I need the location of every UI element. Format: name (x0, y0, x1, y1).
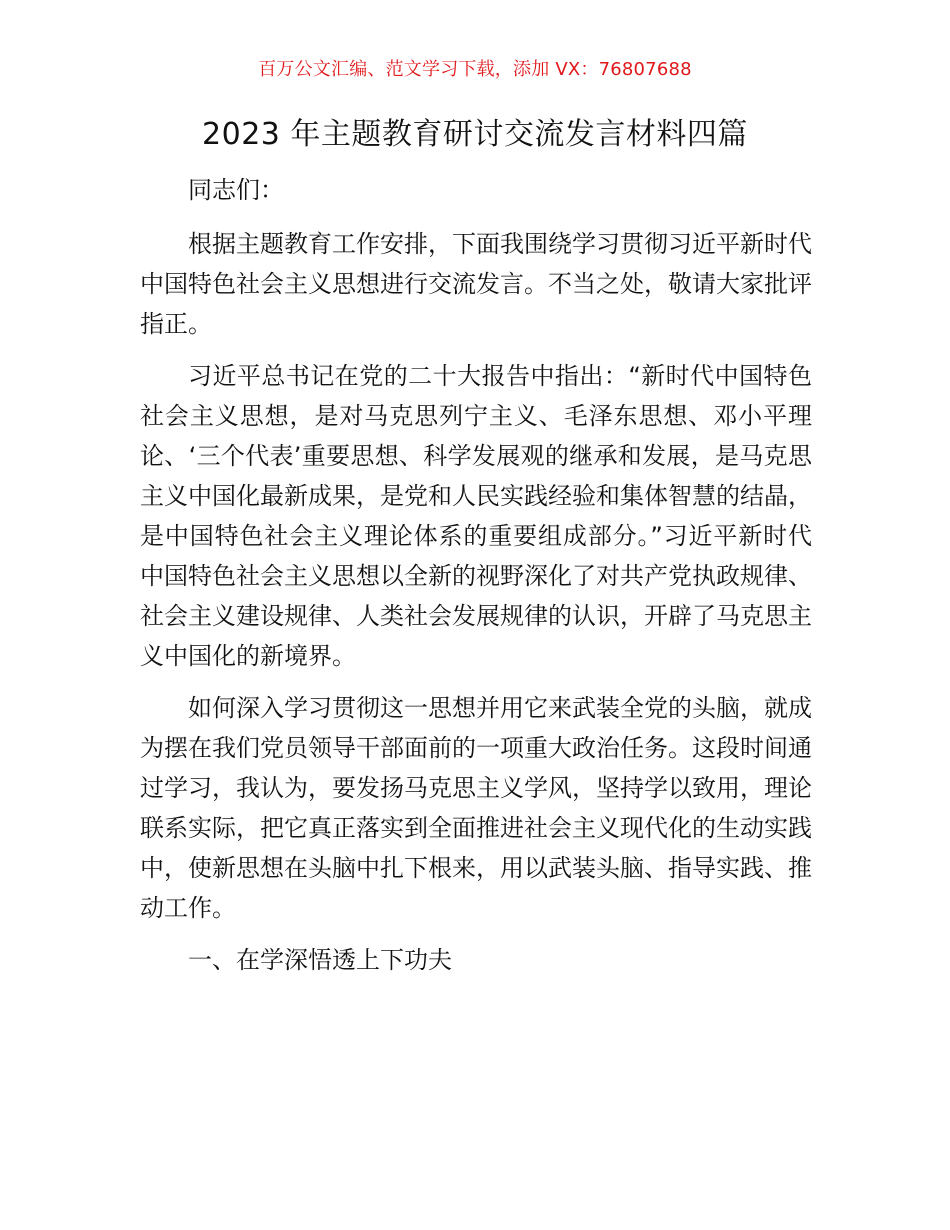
paragraph-3: 如何深入学习贯彻这一思想并用它来武装全党的头脑，就成为摆在我们党员领导干部面前的一项重大政治任务。这段时间通过学习，我认为，要发扬马克思主义学风，坚持学以致用，理论联系实际，把它真正落实到全面推进社会主义现代化的生动实践中，使新思想在头脑中扎下根来，用以武装头脑、指导实践、推动工作。 (140, 694, 812, 922)
section-heading: 一、在学深悟透上下功夫 (188, 946, 452, 974)
paragraph-2: 习近平总书记在党的二十大报告中指出：“新时代中国特色社会主义思想，是对马克思列宁主义、毛泽东思想、邓小平理论、‘三个代表’重要思想、科学发展观的继承和发展，是马克思主义中国化最新成果，是党和人民实践经验和集体智慧的结晶，是中国特色社会主义理论体系的重要组成部分。”习近平新时代中国特色社会主义思想以全新的视野深化了对共产党执政规律、社会主义建设规律、人类社会发展规律的认识，开辟了马克思主义中国化的新境界。 (140, 362, 812, 670)
header-notice: 百万公文汇编、范文学习下载，添加 VX：76807688 (258, 59, 692, 80)
document-title: 2023 年主题教育研讨交流发言材料四篇 (202, 117, 748, 152)
paragraph-1: 根据主题教育工作安排，下面我围绕学习贯彻习近平新时代中国特色社会主义思想进行交流发言。不当之处，敬请大家批评指正。 (140, 230, 812, 338)
greeting: 同志们： (188, 176, 284, 204)
document-body (140, 170, 812, 992)
